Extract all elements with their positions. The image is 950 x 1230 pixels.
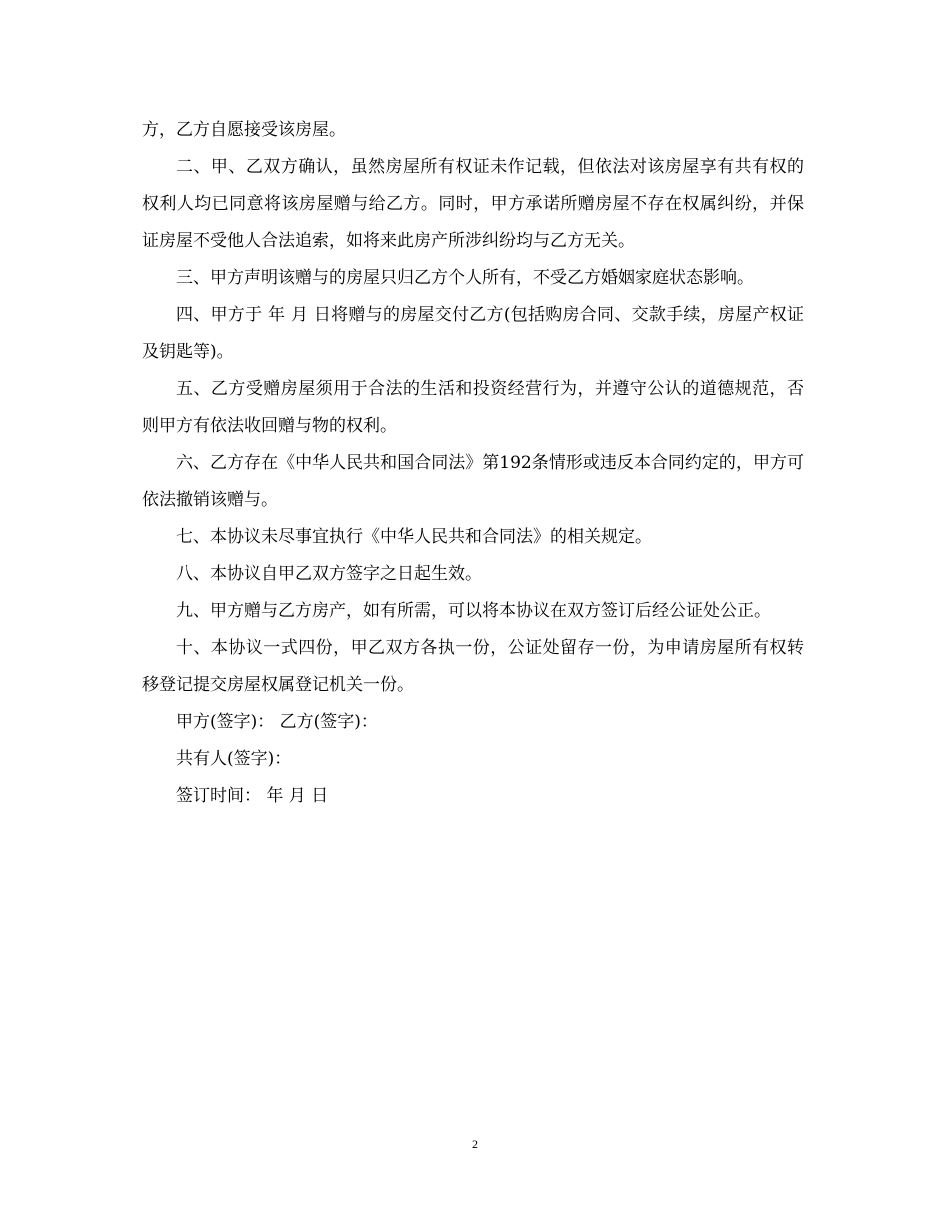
signature-party-a-b: 甲方(签字)： 乙方(签字)： bbox=[176, 712, 378, 732]
page-number: 2 bbox=[472, 1137, 478, 1151]
clause-8: 八、本协议自甲乙双方签字之日起生效。 bbox=[176, 564, 482, 584]
clause-4: 四、甲方于 年 月 日将赠与的房屋交付乙方(包括购房合同、交款手续，房屋产权证及钥匙等)。 bbox=[142, 305, 804, 362]
clause-2: 二、甲、乙双方确认，虽然房屋所有权证未作记载，但依法对该房屋享有共有权的权利人均已同意将该房屋赠与给乙方。同时，甲方承诺所赠房屋不存在权属纠纷，并保证房屋不受他人合法追索，如将来此房产所涉纠纷均与乙方无关。 bbox=[142, 157, 804, 251]
clause-6: 六、乙方存在《中华人民共和国合同法》第192条情形或违反本合同约定的，甲方可依法撤销该赠与。 bbox=[142, 453, 804, 510]
signature-co-owner: 共有人(签字)： bbox=[176, 749, 292, 769]
paragraph-continuation: 方，乙方自愿接受该房屋。 bbox=[142, 120, 346, 140]
clause-3: 三、甲方声明该赠与的房屋只归乙方个人所有，不受乙方婚姻家庭状态影响。 bbox=[176, 268, 754, 288]
document-body bbox=[142, 112, 804, 815]
clause-7: 七、本协议未尽事宜执行《中华人民共和合同法》的相关规定。 bbox=[176, 527, 652, 547]
clause-5: 五、乙方受赠房屋须用于合法的生活和投资经营行为，并遵守公认的道德规范，否则甲方有依法收回赠与物的权利。 bbox=[142, 379, 804, 436]
clause-10: 十、本协议一式四份，甲乙双方各执一份，公证处留存一份，为申请房屋所有权转移登记提交房屋权属登记机关一份。 bbox=[142, 638, 804, 695]
clause-9: 九、甲方赠与乙方房产，如有所需，可以将本协议在双方签订后经公证处公正。 bbox=[176, 601, 771, 621]
signature-date: 签订时间： 年 月 日 bbox=[176, 786, 329, 806]
